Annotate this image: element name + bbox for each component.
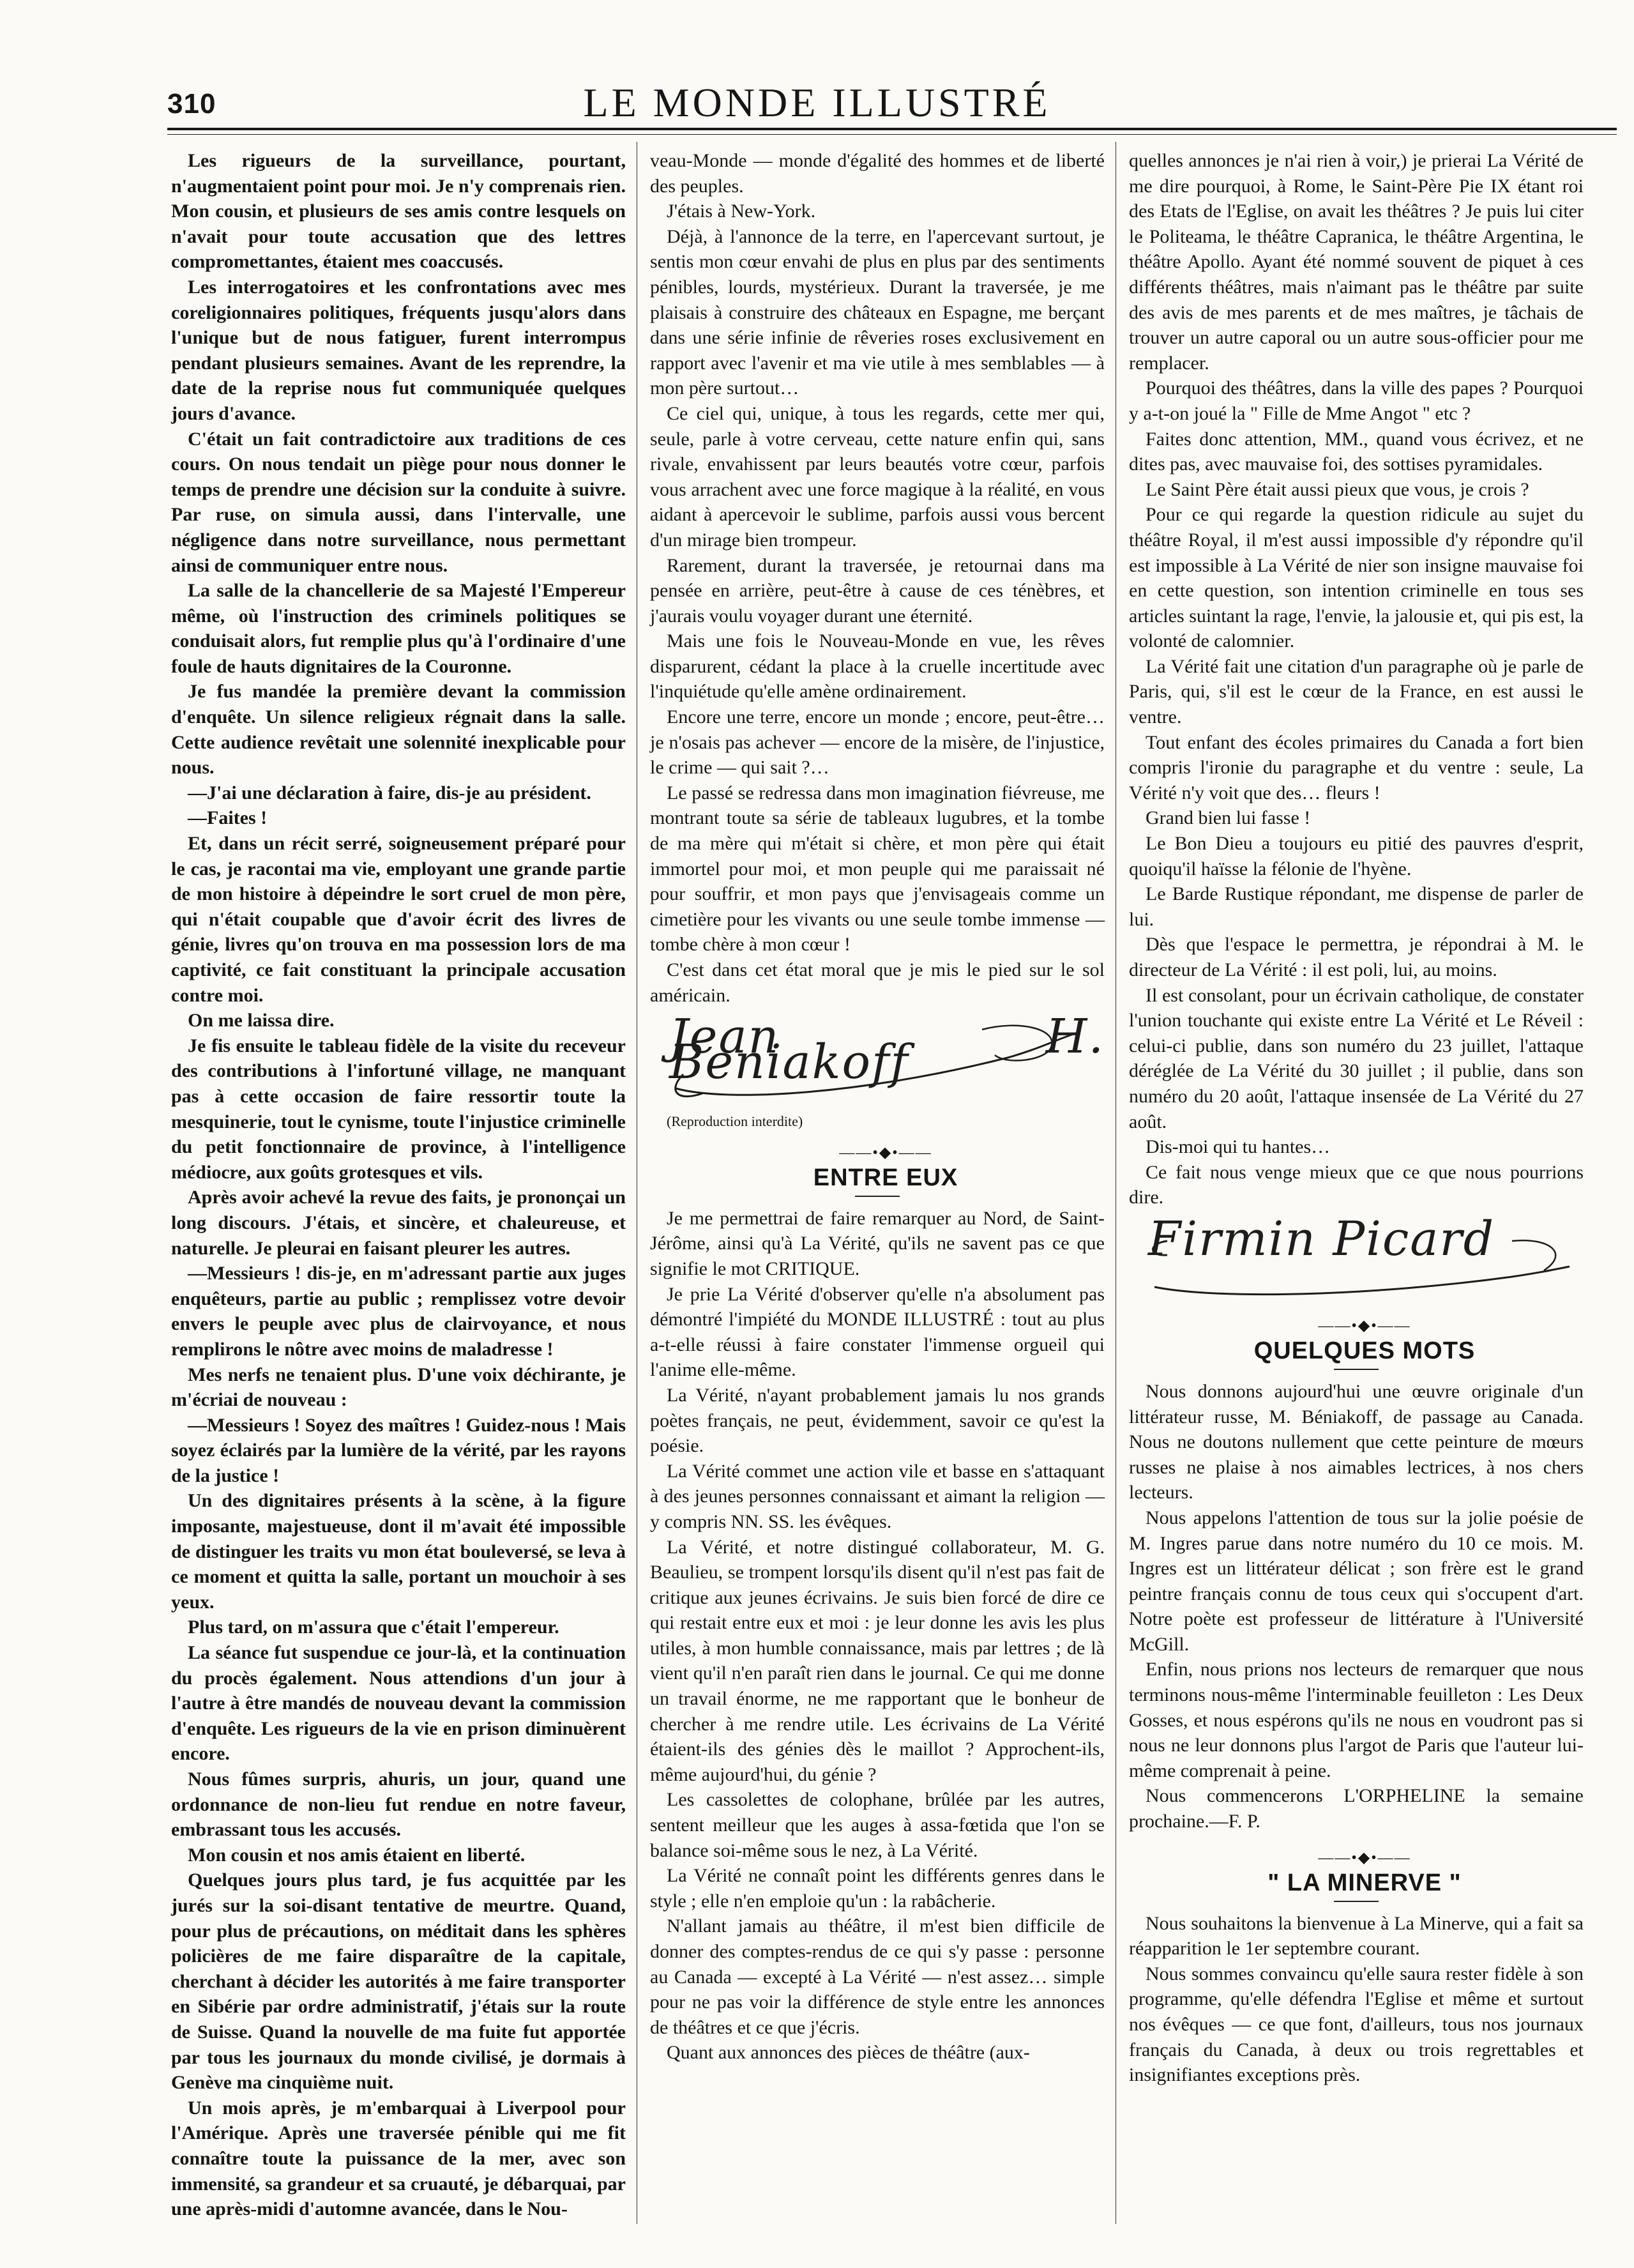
paragraph: La Vérité commet une action vile et basse en s'attaquant à des jeunes personnes connaissant et aimant la religion — y compris NN. SS. les évêques. [650, 1460, 1105, 1532]
paragraph: —Messieurs ! dis-je, en m'adressant partie aux juges enquêteurs, partie au public ; remplissez votre devoir envers le peuple avec plus de clairvoyance, et nous remplirons le nôtre avec moins de maladresse ! [171, 1263, 626, 1360]
paragraph: Le Bon Dieu a toujours eu pitié des pauvres d'esprit, quoiqu'il haïsse la félonie de l'hyène. [1129, 833, 1584, 879]
paragraph: Ce ciel qui, unique, à tous les regards, cette mer qui, seule, parle à votre cerveau, cette nature enfin qui, sans rivale, envahissent par leurs beautés votre cœur, parfois vous arrachent avec une force magique à la réalité, en vous aidant à apercevoir le sublime, parfois aussi vous bercent d'un mirage bien trompeur. [650, 402, 1105, 551]
paragraph: Je fis ensuite le tableau fidèle de la visite du receveur des contributions à l'infortuné village, ne manquant pas à cette occasion de faire ressortir toute la mesquinerie, tout le cynisme, toute l'injustice criminelle du petit fonctionnaire de province, à l'intelligence médiocre, aux goûts grotesques et vils. [171, 1035, 626, 1183]
title-rule [1334, 1369, 1379, 1370]
signature-text: Jean H. Beniakoff [669, 1009, 1105, 1090]
paragraph: On me laissa dire. [188, 1010, 335, 1031]
paragraph: Ce fait nous venge mieux que ce que nous pourrions dire. [1129, 1161, 1584, 1208]
paragraph: Pour ce qui regarde la question ridicule au sujet du théâtre Royal, il m'est aussi impossible d'y répondre qu'il est impossible à La Vérité de nier son insigne mauvaise foi en cette question, son intention criminelle en tous ses articles suintant la rage, l'envie, la jalousie et, qui pis est, la volonté de calomnier. [1129, 504, 1584, 652]
paragraph: Nous sommes convaincu qu'elle saura rester fidèle à son programme, qu'elle défendra l'Eglise et même et surtout nos évêques — ce que font, d'ailleurs, tous nos journaux français du Canada, à deux ou trois regrettables et insignifiantes exceptions près. [1129, 1963, 1584, 2086]
paragraph: C'est dans cet état moral que je mis le pied sur le sol américain. [650, 959, 1105, 1006]
column-3 [1129, 148, 1584, 2088]
paragraph: quelles annonces je n'ai rien à voir,) je prierai La Vérité de me dire pourquoi, à Rome, le Saint-Père Pie IX étant roi des Etats de l'Eglise, on avait les théâtres ? Je puis lui citer le Politeama, le théâtre Capranica, le théâtre Argentina, le théâtre Apollo. Ayant été nommé souvent de piquet à ces différents théâtres, mais n'aimant pas le théâtre par suite des avis de mes parents et de mes maîtres, je tâchais de trouver un autre caporal ou un autre sous-officier pour me remplacer. [1129, 150, 1584, 374]
ornament-divider: ——•◆•—— [839, 1144, 932, 1161]
paragraph: Tout enfant des écoles primaires du Canada a fort bien compris l'ironie du paragraphe et du ventre : seule, La Vérité n'y voit que des… fleurs ! [1129, 731, 1584, 803]
paragraph: La Vérité ne connaît point les différents genres dans le style ; elle n'en emploie qu'un : la rabâcherie. [650, 1865, 1105, 1912]
paragraph: Mes nerfs ne tenaient plus. D'une voix déchirante, je m'écriai de nouveau : [171, 1364, 626, 1411]
section-title-la-minerve: " LA MINERVE " [1267, 1869, 1462, 1896]
section-title-quelques-mots: QUELQUES MOTS [1253, 1337, 1476, 1364]
paragraph: La Vérité, et notre distingué collaborateur, M. G. Beaulieu, se trompent lorsqu'ils disent qu'il n'est pas fait de critique aux jeunes écrivains. Je suis bien forcé de dire ce qui restait entre eux et moi : je leur donne les avis les plus utiles, à mon humble connaissance, mais par lettres ; de là vient qu'il n'en paraît rien dans le journal. Ce qui me donne un travail énorme, ne me rapportant que le bonheur de chercher à me rendre utile. Les écrivains de La Vérité étaient-ils des génies dès le maillot ? Approchent-ils, même aujourd'hui, du génie ? [650, 1536, 1105, 1785]
paragraph: N'allant jamais au théâtre, il m'est bien difficile de donner des comptes-rendus de ce qui s'y passe : personne au Canada — excepté à La Vérité — n'est assez… simple pour ne pas voir la différence de style entre les annonces de théâtres et ce que j'écris. [650, 1915, 1105, 2038]
masthead-rule-thick [167, 128, 1617, 130]
paragraph: Mais une fois le Nouveau-Monde en vue, les rêves disparurent, cédant la place à la cruelle incertitude avec l'inquiétude qu'elle amène ordinairement. [650, 630, 1105, 703]
paragraph: J'étais à New-York. [667, 201, 816, 222]
paragraph: La Vérité fait une citation d'un paragraphe où je parle de Paris, qui, s'il est le cœur de la France, en est aussi le ventre. [1129, 655, 1584, 728]
reproduction-credit: (Reproduction interdite) [667, 1113, 803, 1130]
paragraph: La séance fut suspendue ce jour-là, et la continuation du procès également. Nous attendions d'un jour à l'autre à être mandés de nouveau devant la commission d'enquête. Les rigueurs de la vie en prison diminuèrent encore. [171, 1642, 626, 1765]
paragraph: Dis-moi qui tu hantes… [1146, 1136, 1331, 1158]
paragraph: La Vérité, n'ayant probablement jamais lu nos grands poètes français, ne peut, évidemment, savoir ce qu'est la poésie. [650, 1384, 1105, 1457]
paragraph: Dès que l'espace le permettra, je répondrai à M. le directeur de La Vérité : il est poli, lui, au moins. [1129, 934, 1584, 980]
ornament-divider: ——•◆•—— [1318, 1317, 1411, 1334]
signature-text: Firmin Picard [1148, 1211, 1495, 1267]
column-1-story [171, 148, 626, 2222]
paragraph: Nous souhaitons la bienvenue à La Minerve, qui a fait sa réapparition le 1er septembre courant. [1129, 1912, 1584, 1960]
paragraph: Le Saint Père était aussi pieux que vous, je crois ? [1146, 478, 1529, 500]
paragraph: Je me permettrai de faire remarquer au Nord, de Saint-Jérôme, ainsi qu'à La Vérité, qu'ils ne savent pas ce que signifie le mot CRITIQUE. [650, 1207, 1105, 1279]
paragraph: Grand bien lui fasse ! [1146, 807, 1311, 829]
column-2 [650, 148, 1105, 2066]
paragraph: Les interrogatoires et les confrontations avec mes coreligionnaires politiques, fréquents jusqu'alors dans l'unique but de nous fatiguer, furent interrompus pendant plusieurs semaines. Avant de les reprendre, la date de la reprise nous fut communiquée quelques jours d'avance. [171, 276, 626, 424]
paragraph: Rarement, durant la traversée, je retournai dans ma pensée en arrière, peut-être à cause de ces ténèbres, et j'aurais voulu voyager durant une éternité. [650, 554, 1105, 627]
paragraph: Nous commencerons L'ORPHELINE la semaine prochaine.—F. P. [1129, 1785, 1584, 1832]
paragraph: Le passé se redressa dans mon imagination fiévreuse, me montrant toute sa série de tableaux lugubres, et la tombe de ma mère qui m'était si chère, et mon père qui était immortel pour moi, et mon peuple qui me paraissait né pour souffrir, et mon pays que j'envisageais comme un cimetière pour les vivants ou une seule tombe immense — tombe chère à mon cœur ! [650, 782, 1105, 955]
paragraph: Un des dignitaires présents à la scène, à la figure imposante, majestueuse, dont il m'avait été impossible de distinguer les traits vu mon état bouleversé, se leva à ce moment et quitta la salle, portant un mouchoir à ses yeux. [171, 1490, 626, 1613]
paragraph: —Messieurs ! Soyez des maîtres ! Guidez-nous ! Mais soyez éclairés par la lumière de la vérité, par les rayons de la justice ! [171, 1414, 626, 1486]
paragraph: —Faites ! [188, 807, 268, 829]
paragraph: Pourquoi des théâtres, dans la ville des papes ? Pourquoi y a-t-on joué la " Fille de Mme Angot " etc ? [1129, 377, 1584, 424]
paragraph: Après avoir achevé la revue des faits, je prononçai un long discours. J'étais, et sincère, et chaleureuse, et naturelle. Je pleurai en faisant pleurer les autres. [171, 1187, 626, 1259]
paragraph: Déjà, à l'annonce de la terre, en l'apercevant surtout, je sentis mon cœur envahi de plus en plus par des sentiments pénibles, lourds, mystérieux. Durant la traversée, je me plaisais à construire des châteaux en Espagne, me berçant dans une série infinie de rêveries roses exclusivement en rapport avec l'avenir et ma vie utile à mes semblables — à mon père surtout… [650, 225, 1105, 399]
title-rule [1334, 1901, 1379, 1902]
signature-picard [1129, 1211, 1584, 1311]
paragraph: Nous fûmes surpris, ahuris, un jour, quand une ordonnance de non-lieu fut rendue en notre faveur, embrassant tous les accusés. [171, 1769, 626, 1841]
paragraph: Il est consolant, pour un écrivain catholique, de constater l'union touchante qui existe entre La Vérité et Le Réveil : celui-ci publie, dans son numéro du 23 juillet, l'attaque déréglée de La Vérité du 30 juillet ; il publie, dans son numéro du 20 août, l'attaque insensée de La Vérité du 27 août. [1129, 984, 1584, 1132]
paragraph: Quant aux annonces des pièces de théâtre (aux- [667, 2042, 1030, 2064]
paragraph: Encore une terre, encore un monde ; encore, peut-être… je n'osais pas achever — encore de la misère, de l'injustice, le crime — qui sait ?… [650, 706, 1105, 779]
paragraph: Nous appelons l'attention de tous sur la jolie poésie de M. Ingres parue dans notre numéro du 10 ce mois. M. Ingres est un littérateur délicat ; son frère est le grand peintre français connu de tous ceux qui s'occupent d'art. Notre poète est professeur de littérature à l'Université McGill. [1129, 1507, 1584, 1655]
masthead-title: LE MONDE ILLUSTRÉ [583, 80, 1051, 125]
paragraph: Et, dans un récit serré, soigneusement préparé pour le cas, je racontai ma vie, employant une grande partie de mon histoire à dépeindre le sort cruel de mon père, qui n'était coupable que d'avoir écrit des livres de génie, livres qu'on trouva en ma possession lors de ma captivité, ce fait constituant la principale accusation contre moi. [171, 833, 626, 1006]
paragraph: veau-Monde — monde d'égalité des hommes et de liberté des peuples. [650, 150, 1105, 197]
paragraph: Le Barde Rustique répondant, me dispense de parler de lui. [1129, 883, 1584, 930]
paragraph: Un mois après, je m'embarquai à Liverpool pour l'Amérique. Après une traversée pénible qui me fit connaître toute la puissance de la mer, avec son immensité, sa grandeur et sa cruauté, je débarquai, par une après-midi d'automne avancée, dans le Nou- [171, 2097, 626, 2220]
masthead-rule-thin [167, 134, 1617, 135]
ornament-divider: ——•◆•—— [1318, 1849, 1411, 1866]
paragraph: Les rigueurs de la surveillance, pourtant, n'augmentaient point pour moi. Je n'y comprenais rien. Mon cousin, et plusieurs de ses amis contre lesquels on n'avait pour toute accusation que des lettres compromettantes, étaient mes coaccusés. [171, 150, 626, 273]
paragraph: La salle de la chancellerie de sa Majesté l'Empereur même, où l'instruction des criminels politiques se conduisait alors, fut remplie plus qu'à l'ordinaire d'une foule de hauts dignitaires de la Couronne. [171, 580, 626, 677]
paragraph: Je fus mandée la première devant la commission d'enquête. Un silence religieux régnait dans la salle. Cette audience revêtait une solennité inexplicable pour nous. [171, 681, 626, 779]
paragraph: Plus tard, on m'assura que c'était l'empereur. [188, 1617, 559, 1638]
paragraph: Je prie La Vérité d'observer qu'elle n'a absolument pas démontré l'impiété du MONDE ILLUSTRÉ : tout au plus a-t-elle réussi à faire constater l'immense orgueil qui l'anime elle-même. [650, 1283, 1105, 1381]
paragraph: Les cassolettes de colophane, brûlée par les autres, sentent meilleur que les auges à assa-fœtida que l'on se balance soi-même sous le nez, à La Vérité. [650, 1789, 1105, 1861]
paragraph: Nous donnons aujourd'hui une œuvre originale d'un littérateur russe, M. Béniakoff, de passage au Canada. Nous ne doutons nullement que cette peinture de mœurs russes ne plaise à nos aimables lectrices, à nos chers lecteurs. [1129, 1380, 1584, 1503]
paragraph: Enfin, nous prions nos lecteurs de remarquer que nous terminons nous-même l'interminable feuilleton : Les Deux Gosses, et nous espérons qu'ils ne nous en voudront pas si nous ne leur donnons plus l'argot de Paris que l'auteur lui-même comprenait à peine. [1129, 1659, 1584, 1781]
section-title-entre-eux: ENTRE EUX [813, 1164, 958, 1191]
page-number: 310 [167, 88, 216, 119]
signature-beniakoff [650, 1009, 1105, 1109]
paragraph: Quelques jours plus tard, je fus acquittée par les jurés sur la soi-disant tentative de meurtre. Quand, pour plus de précautions, on méditait dans les sphères policières de me faire disparaître de la capitale, cherchant à décider les autorités à me faire transporter en Sibérie par ordre administratif, j'étais sur la route de Suisse. Quand la nouvelle de ma fuite fut apportée par tous les journaux du monde civilisé, je dormais à Genève ma cinquième nuit. [171, 1869, 626, 2094]
paragraph: —J'ai une déclaration à faire, dis-je au président. [188, 782, 591, 803]
title-rule [855, 1196, 900, 1197]
paragraph: Mon cousin et nos amis étaient en liberté. [188, 1844, 526, 1866]
paragraph: Faites donc attention, MM., quand vous écrivez, et ne dites pas, avec mauvaise foi, des sottises pyramidales. [1129, 428, 1584, 475]
paragraph: C'était un fait contradictoire aux traditions de ces cours. On nous tendait un piège pour nous donner le temps de prendre une décision sur la conduite à suivre. Par ruse, on simula aussi, dans l'intervalle, une négligence dans notre surveillance, nous permettant ainsi de communiquer entre nous. [171, 428, 626, 576]
